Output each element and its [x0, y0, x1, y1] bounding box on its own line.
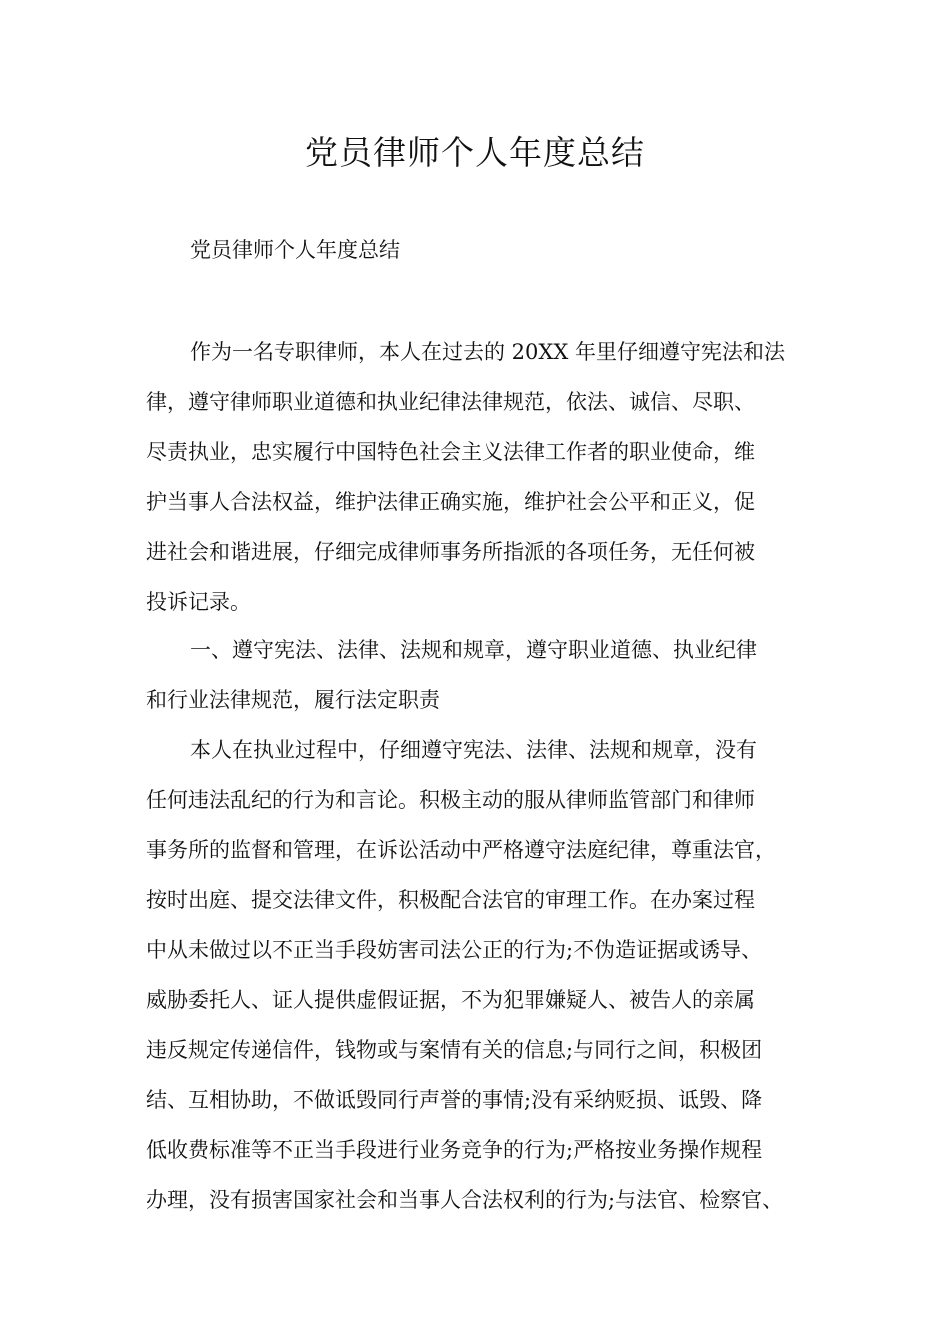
paragraph-line: 投诉记录。 [146, 590, 251, 614]
paragraph-line: 违反规定传递信件，钱物或与案情有关的信息;与同行之间，积极团 [146, 1038, 763, 1062]
paragraph-line: 按时出庭、提交法律文件，积极配合法官的审理工作。在办案过程 [146, 888, 755, 912]
paragraph-line: 护当事人合法权益，维护法律正确实施，维护社会公平和正义，促 [146, 490, 755, 514]
paragraph-line: 办理，没有损害国家社会和当事人合法权利的行为;与法官、检察官、 [146, 1188, 784, 1212]
paragraph-line: 威胁委托人、证人提供虚假证据，不为犯罪嫌疑人、被告人的亲属 [146, 988, 755, 1012]
paragraph-line: 本人在执业过程中，仔细遵守宪法、法律、法规和规章，没有 [190, 738, 757, 762]
paragraph-line: 中从未做过以不正当手段妨害司法公正的行为;不伪造证据或诱导、 [146, 938, 763, 962]
section-heading-line: 一、遵守宪法、法律、法规和规章，遵守职业道德、执业纪律 [190, 638, 757, 662]
paragraph-line: 律，遵守律师职业道德和执业纪律法律规范，依法、诚信、尽职、 [146, 390, 755, 414]
paragraph-line: 进社会和谐进展，仔细完成律师事务所指派的各项任务，无任何被 [146, 540, 755, 564]
paragraph-line: 任何违法乱纪的行为和言论。积极主动的服从律师监管部门和律师 [146, 788, 755, 812]
paragraph-line: 作为一名专职律师，本人在过去的 20XX 年里仔细遵守宪法和法 [190, 340, 785, 364]
section-heading-line: 和行业法律规范，履行法定职责 [146, 688, 440, 712]
document-title: 党员律师个人年度总结 [305, 133, 645, 172]
document-subtitle: 党员律师个人年度总结 [190, 238, 400, 262]
paragraph-line: 尽责执业，忠实履行中国特色社会主义法律工作者的职业使命，维 [146, 440, 755, 464]
paragraph-line: 结、互相协助，不做诋毁同行声誉的事情;没有采纳贬损、诋毁、降 [146, 1088, 763, 1112]
paragraph-line: 事务所的监督和管理，在诉讼活动中严格遵守法庭纪律，尊重法官， [146, 838, 776, 862]
paragraph-line: 低收费标准等不正当手段进行业务竞争的行为;严格按业务操作规程 [146, 1138, 763, 1162]
